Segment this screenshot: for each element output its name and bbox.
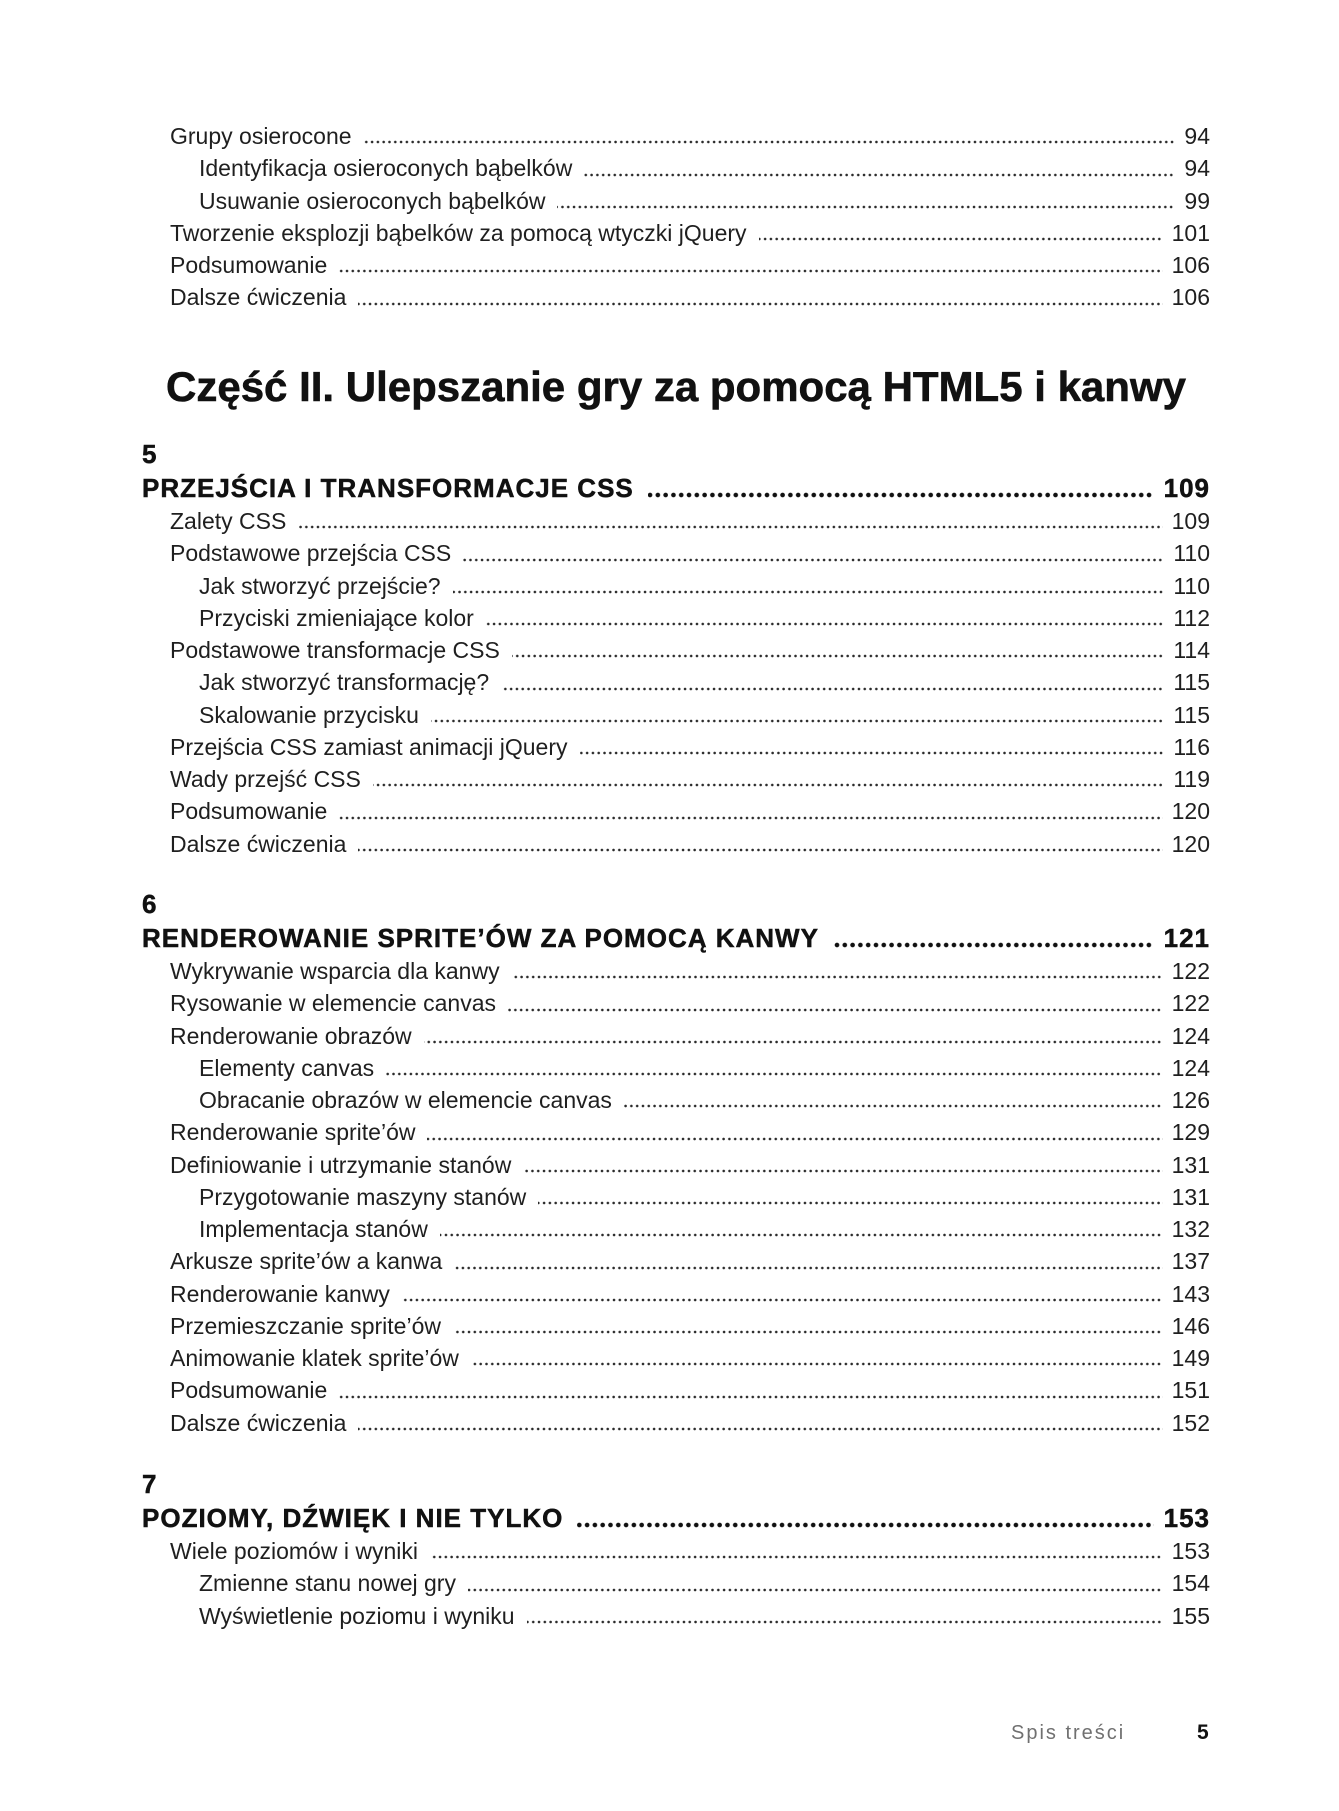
toc-subsection-title: Usuwanie osieroconych bąbelków bbox=[199, 187, 546, 214]
toc-section bbox=[142, 828, 1210, 860]
dot-leader bbox=[339, 269, 1162, 273]
toc-subsection bbox=[142, 570, 1210, 602]
toc-subsection-title: Przygotowanie maszyny stanów bbox=[199, 1183, 527, 1210]
toc-page-number: 110 bbox=[1173, 540, 1210, 567]
dot-leader bbox=[557, 205, 1175, 209]
toc-section-title: Dalsze ćwiczenia bbox=[170, 284, 347, 311]
toc-page-number: 124 bbox=[1171, 1054, 1210, 1081]
toc-section bbox=[142, 1116, 1210, 1148]
chapter-heading bbox=[142, 1501, 1210, 1535]
footer-section-label: Spis treści bbox=[1011, 1722, 1126, 1744]
chapter-block bbox=[142, 437, 1210, 860]
toc-subsection-title: Obracanie obrazów w elemencie canvas bbox=[199, 1087, 612, 1113]
toc-subsection-title: Przyciski zmieniające kolor bbox=[199, 604, 474, 631]
toc-subsection-title: Elementy canvas bbox=[199, 1054, 375, 1081]
toc-page-number: 106 bbox=[1171, 252, 1210, 278]
toc-section-title: Renderowanie kanwy bbox=[170, 1280, 390, 1307]
toc-continued-list bbox=[142, 120, 1210, 314]
toc-page-number: 122 bbox=[1171, 958, 1210, 984]
toc-page-number: 112 bbox=[1173, 604, 1210, 631]
toc-section-title: Podstawowe transformacje CSS bbox=[170, 637, 500, 663]
toc-section-title: Dalsze ćwiczenia bbox=[170, 1409, 347, 1436]
dot-leader bbox=[373, 783, 1164, 787]
dot-leader bbox=[440, 1233, 1163, 1237]
dot-leader bbox=[386, 1072, 1162, 1076]
toc-page-number: 114 bbox=[1173, 637, 1210, 663]
toc-section-title: Tworzenie eksplozji bąbelków za pomocą wtyczki jQuery bbox=[170, 219, 747, 246]
dot-leader bbox=[512, 654, 1165, 658]
toc-page-number: 120 bbox=[1171, 830, 1210, 857]
toc-page-number: 120 bbox=[1171, 798, 1210, 825]
dot-leader bbox=[454, 1266, 1162, 1270]
toc-section bbox=[142, 763, 1210, 795]
toc-page-number: 132 bbox=[1171, 1216, 1210, 1242]
dot-leader bbox=[584, 173, 1175, 177]
dot-leader bbox=[508, 1008, 1163, 1012]
toc-page-number: 122 bbox=[1171, 990, 1210, 1017]
dot-leader bbox=[453, 590, 1165, 594]
toc-subsection-title: Jak stworzyć transformację? bbox=[199, 669, 490, 696]
dot-leader bbox=[427, 1137, 1162, 1141]
dot-leader bbox=[624, 1104, 1163, 1108]
chapter-title: RENDEROWANIE SPRITE’ÓW ZA POMOCĄ KANWY bbox=[142, 923, 819, 953]
toc-page-number: 146 bbox=[1171, 1312, 1210, 1339]
toc-page-number: 152 bbox=[1171, 1409, 1210, 1436]
dot-leader bbox=[468, 1588, 1163, 1592]
dot-leader bbox=[358, 848, 1162, 852]
toc-page-number: 115 bbox=[1173, 701, 1210, 728]
toc-section bbox=[142, 1535, 1210, 1567]
toc-subsection-title: Skalowanie przycisku bbox=[199, 701, 419, 728]
toc-section-title: Rysowanie w elemencie canvas bbox=[170, 990, 496, 1017]
chapter-title: PRZEJŚCIA I TRANSFORMACJE CSS bbox=[142, 473, 634, 503]
toc-section-title: Renderowanie obrazów bbox=[170, 1022, 412, 1049]
dot-leader bbox=[501, 687, 1164, 691]
toc-page-number: 143 bbox=[1171, 1280, 1210, 1307]
dot-leader bbox=[759, 237, 1163, 241]
toc-section-title: Przemieszczanie sprite’ów bbox=[170, 1312, 441, 1339]
toc-section bbox=[142, 1310, 1210, 1342]
toc-section bbox=[142, 987, 1210, 1019]
dot-leader bbox=[364, 140, 1176, 144]
toc-section-title: Podsumowanie bbox=[170, 1377, 328, 1404]
toc-section-title: Zalety CSS bbox=[170, 508, 287, 534]
dot-leader bbox=[523, 1169, 1162, 1173]
toc-page-number: 153 bbox=[1171, 1538, 1210, 1564]
toc-section-title: Podsumowanie bbox=[170, 798, 328, 825]
toc-page-number: 116 bbox=[1173, 733, 1210, 760]
toc-subsection-title: Wyświetlenie poziomu i wyniku bbox=[199, 1602, 515, 1629]
chapter-title: POZIOMY, DŹWIĘK I NIE TYLKO bbox=[142, 1503, 564, 1533]
dot-leader bbox=[358, 302, 1162, 306]
toc-section bbox=[142, 795, 1210, 827]
toc-section-title: Definiowanie i utrzymanie stanów bbox=[170, 1151, 512, 1178]
toc-page-number: 151 bbox=[1171, 1377, 1210, 1404]
toc-section-title: Przejścia CSS zamiast animacji jQuery bbox=[170, 733, 568, 760]
toc-subsection-title: Jak stworzyć przejście? bbox=[199, 572, 441, 599]
toc-subsection bbox=[142, 1052, 1210, 1084]
dot-leader bbox=[486, 622, 1165, 626]
part-heading: Część II. Ulepszanie gry za pomocą HTML5 i kanwy bbox=[166, 363, 1186, 410]
footer-page-number: 5 bbox=[1197, 1721, 1209, 1744]
toc-section-title: Podsumowanie bbox=[170, 252, 328, 278]
toc-section bbox=[142, 1149, 1210, 1181]
toc-section bbox=[142, 955, 1210, 987]
dot-leader bbox=[648, 492, 1154, 498]
chapter-page-number: 153 bbox=[1163, 1503, 1210, 1533]
dot-leader bbox=[453, 1330, 1163, 1334]
dot-leader bbox=[430, 1555, 1163, 1559]
toc-subsection-title: Implementacja stanów bbox=[199, 1216, 428, 1242]
dot-leader bbox=[527, 1620, 1163, 1624]
toc-page-number: 94 bbox=[1184, 123, 1210, 149]
toc-section bbox=[142, 1374, 1210, 1406]
dot-leader bbox=[512, 975, 1163, 979]
chapter-number: 6 bbox=[142, 889, 157, 919]
toc-section-title: Dalsze ćwiczenia bbox=[170, 830, 347, 857]
toc-subsection bbox=[142, 699, 1210, 731]
toc-section bbox=[142, 1342, 1210, 1374]
toc-subsection bbox=[142, 1213, 1210, 1245]
dot-leader bbox=[580, 751, 1165, 755]
toc-page-number: 124 bbox=[1171, 1022, 1210, 1049]
toc-page-number: 110 bbox=[1173, 572, 1210, 599]
toc-page-number: 154 bbox=[1171, 1570, 1210, 1597]
toc-section bbox=[142, 1278, 1210, 1310]
toc-section-title: Podstawowe przejścia CSS bbox=[170, 540, 452, 567]
toc-page-number: 129 bbox=[1171, 1119, 1210, 1146]
toc-section bbox=[142, 634, 1210, 666]
toc-page-number: 101 bbox=[1171, 219, 1210, 246]
dot-leader bbox=[463, 558, 1164, 562]
toc-page-number: 131 bbox=[1171, 1151, 1210, 1178]
toc-section bbox=[142, 1020, 1210, 1052]
dot-leader bbox=[577, 1522, 1153, 1528]
toc-page-number: 119 bbox=[1173, 766, 1210, 792]
chapter-heading bbox=[142, 471, 1210, 505]
toc-section-title: Arkusze sprite’ów a kanwa bbox=[170, 1248, 443, 1275]
toc-section bbox=[142, 1245, 1210, 1277]
dot-leader bbox=[538, 1201, 1162, 1205]
toc-subsection bbox=[142, 185, 1210, 217]
toc-page-number: 131 bbox=[1171, 1183, 1210, 1210]
toc-section bbox=[142, 731, 1210, 763]
dot-leader bbox=[431, 719, 1164, 723]
toc-page-number: 94 bbox=[1184, 155, 1210, 182]
chapter-heading bbox=[142, 921, 1210, 955]
toc-section-title: Wady przejść CSS bbox=[170, 766, 361, 792]
dot-leader bbox=[833, 942, 1154, 948]
toc-section-title: Wiele poziomów i wyniki bbox=[170, 1538, 418, 1564]
toc-section bbox=[142, 505, 1210, 537]
dot-leader bbox=[471, 1362, 1163, 1366]
toc-section bbox=[142, 120, 1210, 152]
chapter-block bbox=[142, 887, 1210, 1439]
toc-section-title: Grupy osierocone bbox=[170, 123, 352, 149]
toc-subsection bbox=[142, 666, 1210, 698]
toc-page-number: 115 bbox=[1173, 669, 1210, 696]
toc-page-number: 126 bbox=[1171, 1087, 1210, 1113]
dot-leader bbox=[339, 1395, 1162, 1399]
toc-section-title: Renderowanie sprite’ów bbox=[170, 1119, 416, 1146]
toc-subsection bbox=[142, 1567, 1210, 1599]
toc-page-number: 99 bbox=[1184, 187, 1210, 214]
toc-section bbox=[142, 537, 1210, 569]
toc-section-title: Wykrywanie wsparcia dla kanwy bbox=[170, 958, 500, 984]
chapter-number: 7 bbox=[142, 1469, 157, 1499]
chapter-number: 5 bbox=[142, 439, 157, 469]
chapter-page-number: 121 bbox=[1163, 923, 1210, 953]
dot-leader bbox=[424, 1040, 1163, 1044]
toc-section bbox=[142, 217, 1210, 249]
dot-leader bbox=[298, 525, 1162, 529]
dot-leader bbox=[402, 1298, 1163, 1302]
toc-subsection bbox=[142, 1084, 1210, 1116]
toc-section bbox=[142, 1407, 1210, 1439]
toc-subsection-title: Identyfikacja osieroconych bąbelków bbox=[199, 155, 573, 182]
dot-leader bbox=[358, 1427, 1162, 1431]
toc-subsection-title: Zmienne stanu nowej gry bbox=[199, 1570, 456, 1597]
chapter-block bbox=[142, 1467, 1210, 1632]
toc-subsection bbox=[142, 1181, 1210, 1213]
toc-subsection bbox=[142, 602, 1210, 634]
toc-page-number: 149 bbox=[1171, 1345, 1210, 1371]
toc-page-number: 155 bbox=[1171, 1602, 1210, 1629]
toc-section-title: Animowanie klatek sprite’ów bbox=[170, 1345, 459, 1371]
toc-page-number: 106 bbox=[1171, 284, 1210, 311]
toc-page-number: 109 bbox=[1171, 508, 1210, 534]
dot-leader bbox=[339, 816, 1162, 820]
toc-section bbox=[142, 249, 1210, 281]
toc-section bbox=[142, 281, 1210, 313]
toc-page-number: 137 bbox=[1171, 1248, 1210, 1275]
chapter-page-number: 109 bbox=[1163, 473, 1210, 503]
toc-subsection bbox=[142, 152, 1210, 184]
toc-subsection bbox=[142, 1600, 1210, 1632]
